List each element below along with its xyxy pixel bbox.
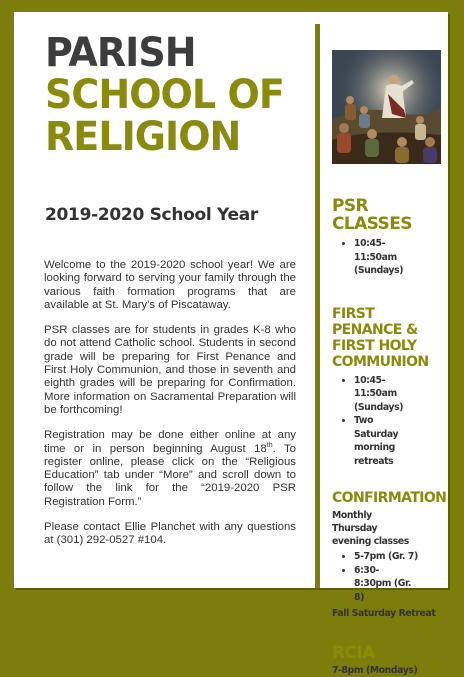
welcome-paragraph: Welcome to the 2019-2020 school year! We are looking forward to serving your family through the various faith formation programs that are available at St. Mary's of Piscataway. [44,259,296,311]
confirmation-note: Monthly Thursday evening classes [332,510,409,547]
confirmation-retreat-note: Fall Saturday Retreat [332,608,436,619]
title-line-1: PARISH [45,30,196,76]
jesus-teaching-painting [332,50,441,164]
column-divider [315,24,320,588]
registration-paragraph: Registration may be done either online at any time or in person beginning August 18th. To register online, please click on the “Religious Education” tab under “More” and scroll down to follow the link for the “2019-2020 PSR Registration Form.” [44,429,296,508]
rcia-section [332,644,450,677]
first-penance-section [332,306,450,469]
list-item: • 5-7pm (Gr. 7) [354,550,450,564]
list-item: • Two Saturday morning retreats [354,414,418,468]
first-penance-heading: FIRST PENANCE & FIRST HOLY COMMUNION [332,305,429,370]
list-item: • 10:45-11:50am (Sundays) [354,237,414,278]
list-item: • 6:30-8:30pm (Gr. 8) [354,564,414,605]
body-text [44,259,296,560]
list-item: • 10:45-11:50am (Sundays) [354,374,414,415]
flyer-title [45,32,296,158]
title-line-3: RELIGION [45,114,241,160]
psr-classes-section [332,197,450,278]
confirmation-section [332,490,450,620]
schedule-sidebar [332,197,450,677]
confirmation-list [332,550,450,604]
contact-paragraph: Please contact Ellie Planchet with any questions at (301) 292-0527 #104. [44,521,296,547]
first-penance-list [332,374,450,469]
psr-info-paragraph: PSR classes are for students in grades K-8 who do not attend Catholic school. Students in second grade will be preparing for First Penance and First Holy Communion, and those in seventh and eighth grades will be preparing for Confirmation. More information on Sacramental Preparation will be forthcoming! [44,324,296,416]
psr-classes-heading: PSR CLASSES [332,196,412,234]
school-year-subtitle: 2019-2020 School Year [45,205,258,225]
painting-illustration [332,50,441,164]
rcia-time: 7-8pm (Mondays) [332,665,418,676]
flyer-page [14,12,448,676]
confirmation-heading: CONFIRMATION [332,490,447,506]
rcia-heading: RCIA [332,643,375,663]
title-line-2: SCHOOL OF [45,72,284,118]
psr-classes-list [332,237,450,278]
